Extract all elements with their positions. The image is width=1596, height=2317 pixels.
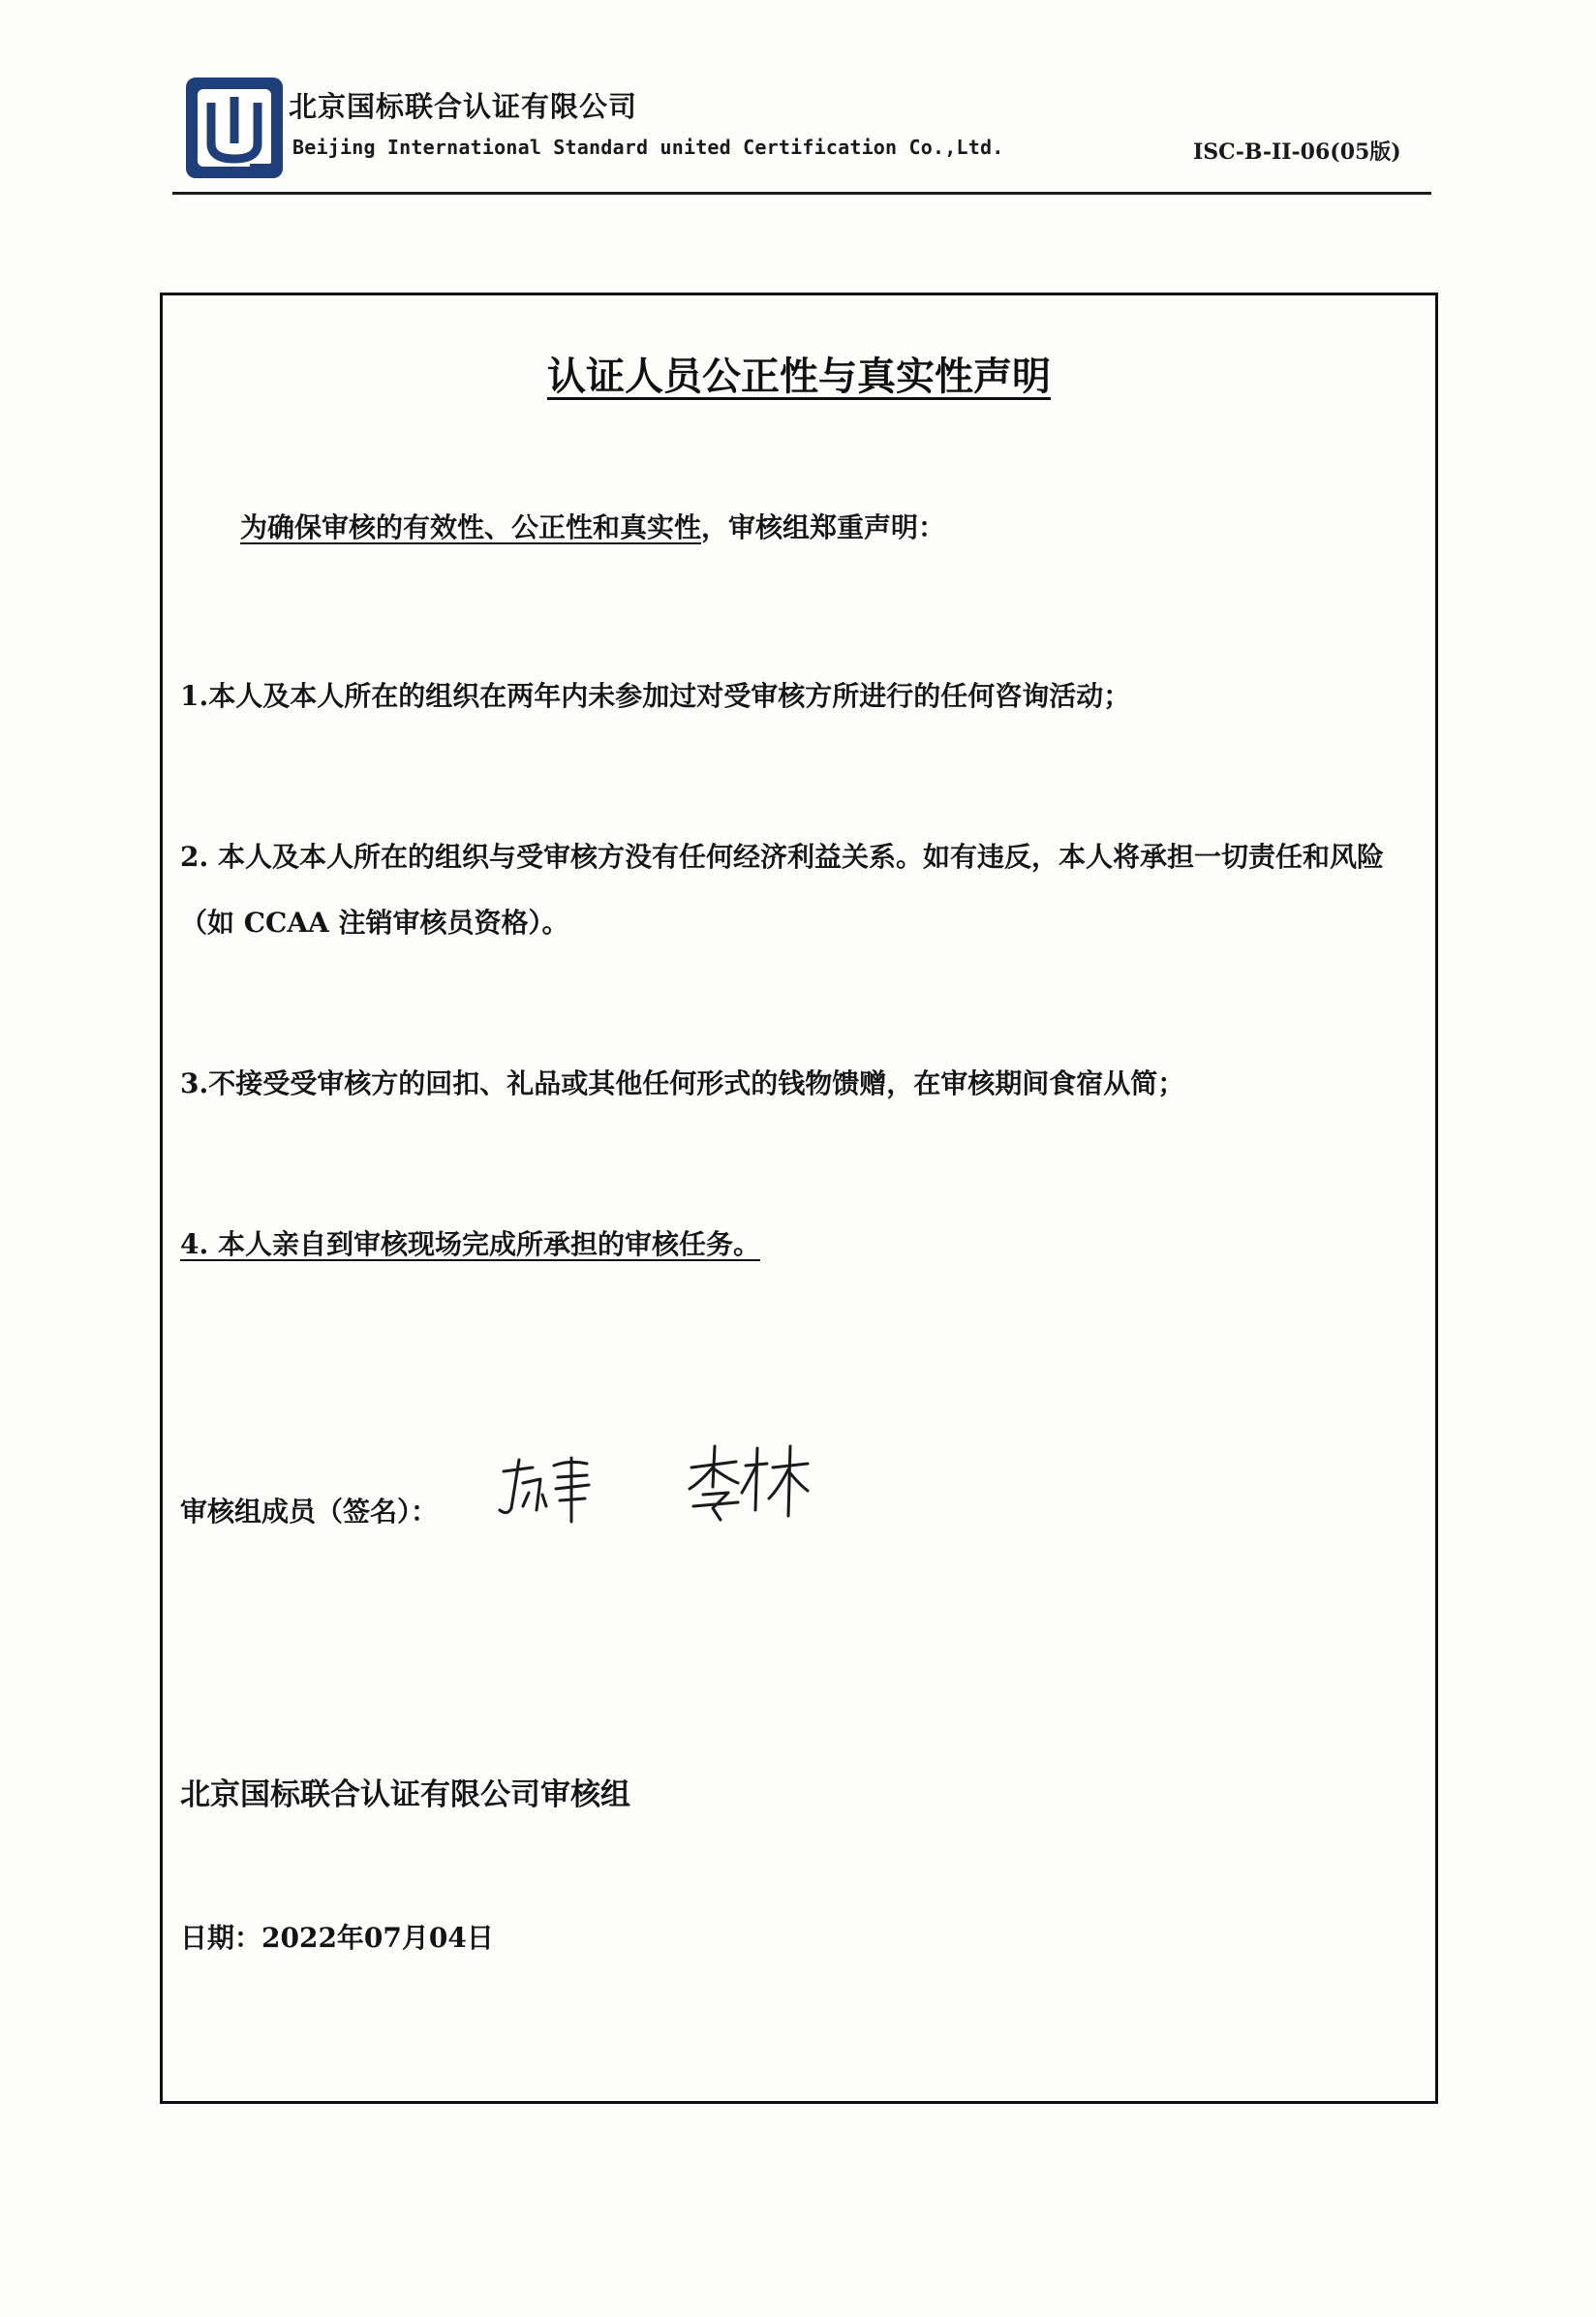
company-logo-icon (182, 74, 287, 182)
intro-rest-text: ，审核组郑重声明： (701, 511, 946, 543)
intro-paragraph (240, 495, 1402, 561)
declaration-item-1: 1.本人及本人所在的组织在两年内未参加过对受审核方所进行的任何咨询活动； (180, 680, 1131, 712)
declaration-item-4 (180, 1212, 1420, 1278)
declaration-item-2: 2. 本人及本人所在的组织与受审核方没有任何经济利益关系。如有违反，本人将承担一切责任和风险（如 CCAA 注销审核员资格）。 (180, 841, 1384, 939)
intro-underlined-text: 为确保审核的有效性、公正性和真实性 (240, 511, 702, 543)
declaration-item-4-text: 4. 本人亲自到审核现场完成所承担的审核任务。 (180, 1228, 760, 1260)
declaration-box (160, 293, 1438, 2104)
handwritten-signature-1 (494, 1450, 600, 1528)
handwritten-signature-2 (686, 1438, 812, 1526)
declaration-item-3: 3.不接受受审核方的回扣、礼品或其他任何形式的钱物馈赠，在审核期间食宿从简； (180, 1067, 1185, 1099)
declaration-date: 日期：2022年07月04日 (180, 1922, 494, 1954)
header-divider (172, 192, 1431, 195)
audit-team-org: 北京国标联合认证有限公司审核组 (180, 1777, 630, 1812)
signature-label: 审核组成员（签名）： (180, 1496, 439, 1528)
company-name-en: Beijing International Standard united Certification Co.,Ltd. (292, 136, 1004, 159)
document-code: ISC-B-II-06(05版) (1193, 139, 1401, 165)
letterhead (0, 0, 1596, 203)
document-title-text: 认证人员公正性与真实性声明 (547, 355, 1051, 399)
document-title (163, 346, 1435, 401)
company-name-cn: 北京国标联合认证有限公司 (289, 90, 638, 123)
